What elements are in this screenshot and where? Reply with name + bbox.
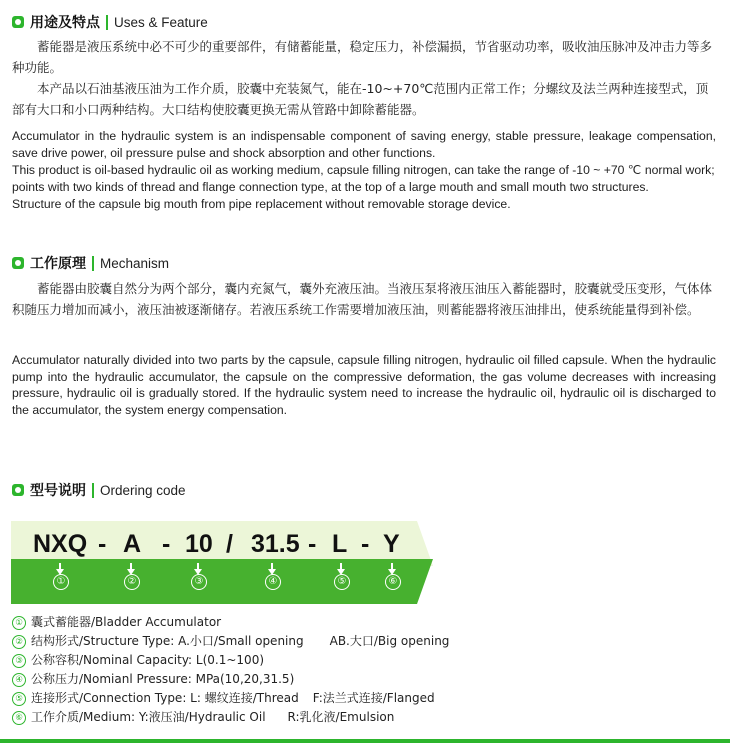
code-token-medium: Y	[383, 530, 400, 558]
legend-extra: F:法兰式连接/Flanged	[312, 691, 435, 705]
marker-3: ③	[191, 574, 207, 590]
code-token-capacity: 10	[185, 530, 213, 558]
legend-marker: ⑥	[12, 711, 26, 725]
legend-text: 公称容积/Nominal Capacity: L(0.1~100)	[31, 653, 265, 667]
bullet-icon	[12, 484, 24, 496]
legend-text: 连接形式/Connection Type: L: 螺纹连接/Thread	[31, 691, 299, 705]
uses-en-paragraph-3: Structure of the capsule big mouth from pipe replacement without removable storage device.	[12, 197, 511, 211]
legend-marker: ⑤	[12, 692, 26, 706]
legend-text: 公称压力/Nomianl Pressure: MPa(10,20,31.5)	[31, 672, 295, 686]
code-token-structure: A	[123, 530, 142, 558]
code-token-slash: /	[226, 530, 233, 558]
mechanism-zh-paragraph: 蓄能器由胶囊自然分为两个部分，囊内充氮气，囊外充液压油。当液压泵将液压油压入蓄能器时，胶囊就受压变形，气体体积随压力增加而减小，液压油被逐渐储存。若液压系统工作需要增加液压油，则蓄能器将液压油排出，使系统能量得到补偿。	[12, 281, 713, 317]
legend-text: 囊式蓄能器/Bladder Accumulator	[31, 615, 222, 629]
legend-extra: AB.大口/Big opening	[329, 634, 450, 648]
code-token-dash: -	[98, 530, 107, 558]
legend-marker: ③	[12, 654, 26, 668]
marker-1: ①	[53, 574, 69, 590]
code-token-series: NXQ	[33, 530, 88, 558]
heading-zh: 工作原理	[30, 256, 86, 272]
heading-divider	[92, 256, 94, 271]
heading-en: Mechanism	[100, 255, 170, 271]
legend-text: 工作介质/Medium: Y:液压油/Hydraulic Oil	[31, 710, 266, 724]
legend-item	[12, 651, 449, 670]
uses-en-paragraph-1: Accumulator in the hydraulic system is an indispensable component of saving energy, stable pressure, leakage compensation, save drive power, oil pressure pulse and shock absorption and other functions.	[12, 129, 716, 160]
legend-item	[12, 689, 449, 708]
uses-zh-paragraph-2: 本产品以石油基液压油为工作介质，胶囊中充装氮气，能在-10~+70℃范围内正常工作；分螺纹及法兰两种连接型式，顶部有大口和小口两种结构。大口结构使胶囊更换无需从管路中卸除蓄能器。	[12, 81, 709, 117]
legend-text: 结构形式/Structure Type: A.小口/Small opening	[31, 634, 304, 648]
heading-divider	[92, 483, 94, 498]
heading-zh: 型号说明	[30, 483, 86, 499]
code-token-dash: -	[361, 530, 370, 558]
section-heading-ordering	[12, 480, 186, 500]
legend-marker: ①	[12, 616, 26, 630]
section-heading-uses	[12, 12, 208, 32]
legend-item	[12, 632, 449, 651]
heading-en: Uses & Feature	[114, 14, 208, 30]
code-token-pressure: 31.5	[251, 530, 300, 558]
code-token-dash: -	[308, 530, 317, 558]
legend-item	[12, 613, 449, 632]
marker-5: ⑤	[334, 574, 350, 590]
ordering-legend	[12, 613, 449, 727]
uses-en-paragraph-2: This product is oil-based hydraulic oil as working medium, capsule filling nitrogen, can take the range of -10 ~ +70 ℃ normal work; points with two kinds of thread and flange connection type, at the top of a large mouth and small mouth two structures.	[12, 163, 715, 194]
ordering-marker-band	[11, 559, 433, 604]
legend-marker: ④	[12, 673, 26, 687]
legend-extra: R:乳化液/Emulsion	[287, 710, 395, 724]
heading-divider	[106, 15, 108, 30]
section-heading-mechanism	[12, 253, 169, 273]
bullet-icon	[12, 257, 24, 269]
bottom-accent-line	[0, 739, 730, 743]
legend-item	[12, 708, 449, 727]
code-token-connection: L	[332, 530, 348, 558]
marker-6: ⑥	[385, 574, 401, 590]
code-token-dash: -	[162, 530, 171, 558]
marker-4: ④	[265, 574, 281, 590]
bullet-icon	[12, 16, 24, 28]
heading-en: Ordering code	[100, 482, 186, 498]
uses-zh-paragraph-1: 蓄能器是液压系统中必不可少的重要部件，有储蓄能量，稳定压力，补偿漏损，节省驱动功率，吸收油压脉冲及冲击力等多种功能。	[12, 39, 713, 75]
marker-2: ②	[124, 574, 140, 590]
mechanism-en-paragraph: Accumulator naturally divided into two parts by the capsule, capsule filling nitrogen, hydraulic oil filled capsule. When the hydraulic pump into the hydraulic accumulator, the capsule on the compressive deformation, the gas volume decreases with increasing pressure, hydraulic oil is gradually stored. If the hydraulic system need to increase the hydraulic oil, hydraulic oil is discharged to the accumulator, the system energy compensation.	[12, 353, 716, 418]
legend-marker: ②	[12, 635, 26, 649]
legend-item	[12, 670, 449, 689]
heading-zh: 用途及特点	[30, 15, 100, 31]
